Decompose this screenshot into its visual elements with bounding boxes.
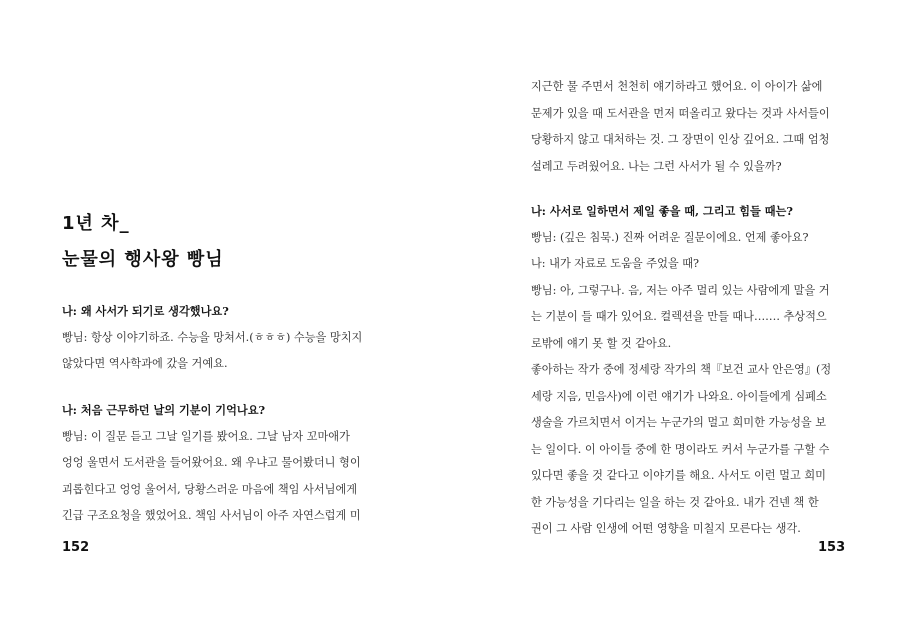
answer-line: 는 기분이 들 때가 있어요. 컬렉션을 만들 때나……. 추상적으 <box>531 310 827 323</box>
answer-line: 설레고 두려웠어요. 나는 그런 사서가 될 수 있을까? <box>531 159 782 173</box>
answer-line: 당황하지 않고 대처하는 것. 그 장면이 인상 깊어요. 그때 엄청 <box>531 133 830 146</box>
question: 나: 처음 근무하던 날의 기분이 기억나요? <box>62 403 266 417</box>
page-number: 152 <box>62 540 90 555</box>
question: 나: 왜 사서가 되기로 생각했나요? <box>62 304 229 318</box>
answer-line: 권이 그 사람 인생에 어떤 영향을 미칠지 모른다는 생각. <box>531 522 801 535</box>
answer-line: 괴롭힌다고 엉엉 울어서, 당황스러운 마음에 책임 사서님에게 <box>62 482 358 496</box>
answer-line: 긴급 구조요청을 했었어요. 책임 사서님이 아주 자연스럽게 미 <box>62 509 361 522</box>
answer-line: 한 가능성을 기다리는 일을 하는 것 같아요. 내가 건넨 책 한 <box>531 495 819 509</box>
interview-block-2 <box>62 397 361 530</box>
answer-line: 빵님: 아, 그렇구나. 음, 저는 아주 멀리 있는 사람에게 말을 거 <box>531 283 830 297</box>
answer-line: 로밖에 얘기 못 할 것 같아요. <box>531 336 672 350</box>
chapter-heading <box>62 206 224 278</box>
answer-line: 는 일이다. 이 아이들 중에 한 명이라도 커서 누군가를 구할 수 <box>531 442 830 456</box>
page-number: 153 <box>818 540 846 555</box>
answer-line: 생술을 가르치면서 이거는 누군가의 멀고 희미한 가능성을 보 <box>531 416 827 429</box>
interview-block-3 <box>531 198 831 543</box>
answer-line: 지근한 물 주면서 천천히 얘기하라고 했어요. 이 아이가 삶에 <box>531 80 823 93</box>
chapter-line-1: 1년 차_ <box>62 213 130 234</box>
answer-line: 나: 내가 자료로 도움을 주었을 때? <box>531 257 700 270</box>
answer-line: 빵님: 항상 이야기하죠. 수능을 망쳐서.(ㅎㅎㅎ) 수능을 망치지 <box>62 330 363 344</box>
chapter-line-2: 눈물의 행사왕 빵님 <box>62 249 224 270</box>
answer-line: 세랑 지음, 민음사)에 이런 얘기가 나와요. 아이들에게 심폐소 <box>531 389 827 403</box>
continued-answer-block <box>531 74 830 180</box>
question: 나: 사서로 일하면서 제일 좋을 때, 그리고 힘들 때는? <box>531 204 793 218</box>
answer-line: 좋아하는 작가 중에 정세랑 작가의 책『보건 교사 안은영』(정 <box>531 363 832 376</box>
answer-line: 빵님: 이 질문 듣고 그날 일기를 봤어요. 그날 남자 꼬마애가 <box>62 429 350 443</box>
interview-block-1 <box>62 298 362 378</box>
answer-line: 엉엉 울면서 도서관을 들어왔어요. 왜 우냐고 물어봤더니 형이 <box>62 456 361 469</box>
answer-line: 있다면 좋을 것 같다고 이야기를 해요. 사서도 이런 멀고 희미 <box>531 469 826 482</box>
answer-line: 빵님: (깊은 침묵.) 진짜 어려운 질문이에요. 언제 좋아요? <box>531 230 809 244</box>
answer-line: 않았다면 역사학과에 갔을 거예요. <box>62 357 228 370</box>
answer-line: 문제가 있을 때 도서관을 먼저 떠올리고 왔다는 것과 사서들이 <box>531 106 830 120</box>
